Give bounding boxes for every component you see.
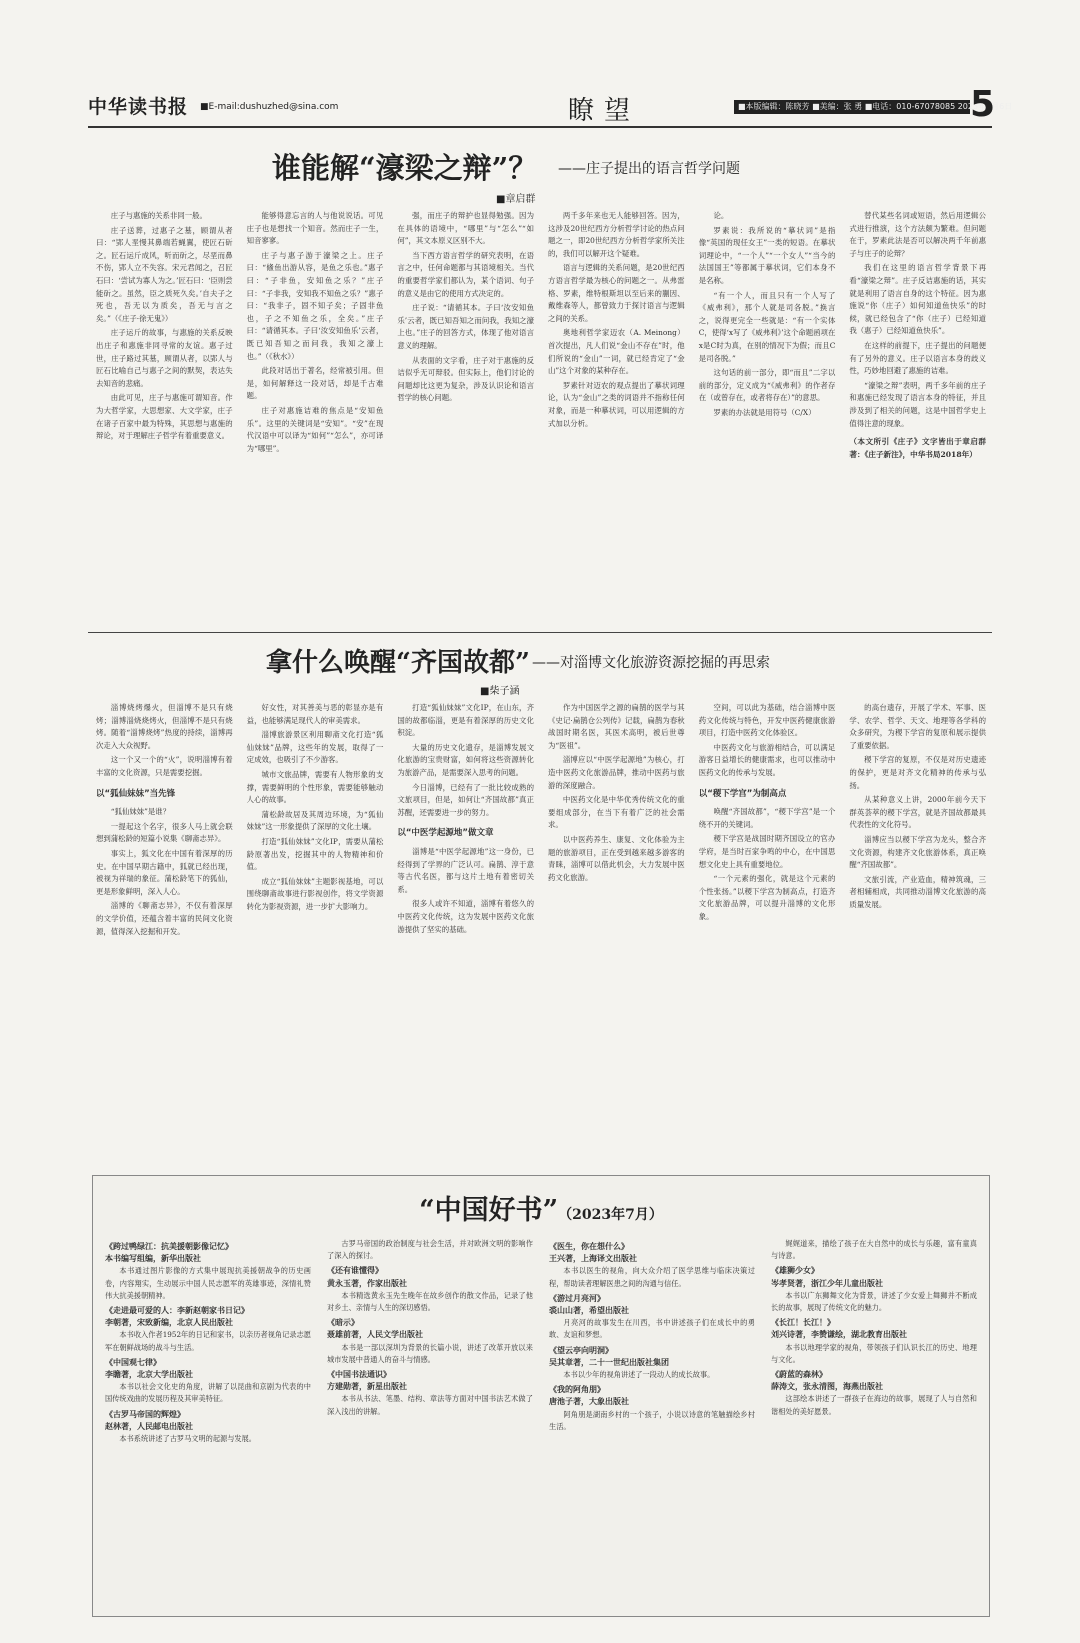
china-good-books-box — [92, 1175, 990, 1617]
article1-column — [96, 210, 233, 620]
book-description: 本书是一部以深圳为背景的长篇小说，讲述了改革开放以来城市发展中普通人的奋斗与情感。 — [327, 1342, 533, 1364]
article2-column — [699, 702, 836, 1158]
paragraph: 庄子运斤的故事，与惠施的关系反映出庄子和惠施非同寻常的友谊。惠子过世，庄子路过其墓，顾谓从者，以郢人与匠石比喻自己与惠子之间的默契，表达失去知音的悲痛。 — [96, 328, 233, 388]
paragraph: 在这样的前提下，庄子提出的问题便有了另外的意义。庄子以语言本身的歧义性，巧妙地回避了惠施的诘难。 — [849, 340, 987, 376]
book-author: 王兴著，上海译文出版社 — [549, 1254, 637, 1264]
article1-column — [397, 210, 534, 620]
book-author: 黄永玉著，作家出版社 — [327, 1278, 407, 1288]
paragraph: 很多人或许不知道，淄博有着悠久的中医药文化传统，这为发展中医药文化旅游提供了坚实的基础。 — [397, 899, 535, 934]
books-month: （2023年7月） — [558, 1207, 663, 1223]
paragraph: 淄博的《聊斋志异》，不仅有着深厚的文学价值，还蕴含着丰富的民间文化资源，值得深入挖掘和开发。 — [96, 901, 233, 936]
book-description: 本书以地理学家的视角，带领孩子们认识长江的历史、地理与文化。 — [771, 1342, 977, 1364]
book-title: 《望云亭向明洞》 — [549, 1345, 613, 1355]
paragraph: 一提起这个名字，很多人马上就会联想到蒲松龄的短篇小说集《聊斋志异》。 — [96, 821, 233, 844]
book-title: 《雄狮少女》 — [771, 1266, 819, 1276]
paragraph: 庄子送葬，过惠子之墓，顾谓从者曰：“郢人垩慢其鼻端若蝇翼，使匠石斫之。匠石运斤成风，听而斫之，尽垩而鼻不伤，郢人立不失容。宋元君闻之，召匠石曰：‘尝试为寡人为之。’匠石曰：‘臣则尝能斫之。虽然，臣之质死久矣。’自夫子之死也，吾无以为质矣，吾无与言之矣。”（《庄子·徐无鬼》） — [96, 225, 233, 323]
paragraph: 今日淄博，已经有了一批比较成熟的文旅项目，但是，如何让“齐国故都”真正苏醒，还需要进一步的努力。 — [397, 782, 535, 817]
paragraph: 由此可见，庄子与惠施可谓知音。作为大哲学家，大思想家、大文学家，庄子在诸子百家中最为特殊，其思想与惠施的辩论，对于理解庄子哲学有着重要意义。 — [96, 393, 233, 441]
paragraph: 庄子与惠施的关系非同一般。 — [110, 211, 207, 220]
book-author: 方建勋著，新星出版社 — [327, 1382, 407, 1392]
article1-column — [247, 210, 384, 620]
book-title: 《中国书法通识》 — [327, 1370, 391, 1380]
paragraph: 从表面的文字看，庄子对于惠施的反诘似乎无可辩驳。但实际上，他们讨论的问题却比这更为复杂，涉及认识论和语言哲学的核心问题。 — [397, 355, 535, 403]
article2-author: ■柴子涵 — [480, 686, 520, 697]
paragraph: 空间，可以此为基础，结合淄博中医药文化传统与特色，开发中医药健康旅游项目，打造中医药文化体验区。 — [698, 703, 836, 738]
book-description: 本书系统讲述了古罗马文明的起源与发展。 — [119, 1434, 256, 1444]
paragraph: 庄子与惠子游于濠梁之上。庄子曰：“鯈鱼出游从容，是鱼之乐也。”惠子曰：“子非鱼，安知鱼之乐？”庄子曰：“子非我，安知我不知鱼之乐？”惠子曰：“我非子，固不知子矣；子固非鱼也，子之不知鱼之乐，全矣。”庄子曰：“请循其本。子曰‘汝安知鱼乐’云者，既已知吾知之而问我，我知之濠上也。”（《秋水》） — [246, 250, 384, 361]
article2-column — [849, 702, 986, 1158]
paragraph: 中医药文化与旅游相结合，可以满足游客日益增长的健康需求，也可以推动中医药文化的传承与发展。 — [698, 742, 836, 777]
article1-column — [849, 210, 986, 620]
paragraph: 作为中国医学之源的扁鹊的医学与其《史记·扁鹊仓公列传》记载，扁鹊为春秋战国时期名医，其医术高明，被后世尊为“医祖”。 — [548, 703, 685, 750]
paragraph: 两千多年来也无人能够回答。因为，这涉及20世纪西方分析哲学讨论的热点问题之一，即20世纪西方分析哲学家所关注的，我们可以解开这个疑难。 — [548, 211, 685, 258]
book-title: 《蔚蓝的森林》 — [771, 1370, 827, 1380]
books-title — [93, 1188, 989, 1227]
paragraph: 奥地利哲学家迈农（A. Meinong）首次提出，凡人们说“金山不存在”时，他们所说的“金山”一词，就已经肯定了“金山”这个对象的某种存在。 — [548, 328, 685, 376]
book-author: 本书编写组编，新华出版社 — [105, 1254, 201, 1264]
article1-title: 谁能解“濠梁之辩”？ — [272, 151, 538, 185]
paragraph: 打造“狐仙妹妹”文化IP，在山东，齐国的故都临淄，更是有着深厚的历史文化积淀。 — [397, 703, 535, 738]
paragraph: “一个元素的强化，就是这个元素的个性张扬。”以稷下学宫为制高点，打造齐文化旅游品牌，可以提升淄博的文化形象。 — [698, 874, 836, 921]
book-description: 本书收入作者1952年的日记和家书，以亲历者视角记录志愿军在朝鲜战场的战斗与生活。 — [105, 1330, 311, 1352]
book-description: 古罗马帝国的政治制度与社会生活，并对欧洲文明的影响作了深入的探讨。 — [327, 1239, 533, 1261]
book-title: 《跨过鸭绿江：抗美援朝影像记忆》 — [105, 1242, 233, 1251]
book-title: 《古罗马帝国的辉煌》 — [105, 1409, 185, 1419]
article2-body — [96, 702, 986, 1158]
book-description: 娓娓道来，描绘了孩子在大自然中的成长与乐趣，富有童真与诗意。 — [771, 1239, 977, 1261]
book-description: 本书通过图片影像的方式集中展现抗美援朝战争的历史画卷，内容翔实，生动展示中国人民志愿军的英雄事迹，深情礼赞伟大抗美援朝精神。 — [105, 1266, 311, 1300]
book-author: 岑孝贤著，浙江少年儿童出版社 — [771, 1278, 883, 1288]
paragraph: 罗素针对迈农的观点提出了摹状词理论，认为“金山”之类的词语并不指称任何对象，而是一种摹状词，可以用逻辑的方式加以分析。 — [548, 380, 685, 428]
book-title: 《长江！长江！》 — [771, 1318, 835, 1328]
book-author: 李瞻著，北京大学出版社 — [105, 1370, 193, 1380]
paragraph: 当下西方语言哲学的研究表明，在语言之中，任何命题都与其语境相关。当代的重要哲学家们都认为，某个语词、句子的意义是由它的使用方式决定的。 — [397, 250, 535, 298]
paragraph: “有一个人，而且只有一个人写了《威弗利》，那个人就是司各脱。”换言之，说得更完全一些就是：“有一个实体C，使得‘x写了《威弗利》’这个命题函项在x是C时为真，在别的情况下为假；而且C是司各脱。” — [698, 290, 836, 363]
paragraph: 成立“狐仙妹妹”主题影视基地，可以围绕聊斋故事进行影视创作，将文学资源转化为影视资源，进一步扩大影响力。 — [246, 876, 384, 911]
article2-column — [548, 702, 685, 1158]
book-author: 吴其章著，二十一世纪出版社集团 — [549, 1357, 669, 1367]
book-title: 《我的阿角朋》 — [549, 1385, 605, 1395]
paragraph: 罗素的办法就是用符号（C/X） — [713, 407, 816, 417]
book-description: 这部绘本讲述了一群孩子在海边的故事，展现了人与自然和谐相处的美好愿景。 — [771, 1394, 977, 1416]
paragraph: 事实上，狐文化在中国有着深厚的历史。在中国早期古籍中，狐就已经出现，被视为祥瑞的象征。蒲松龄笔下的狐仙，更是形象鲜明，深入人心。 — [96, 848, 233, 896]
paragraph: 稷下学宫的复原，不仅是对历史遗迹的保护，更是对齐文化精神的传承与弘扬。 — [849, 755, 987, 790]
book-title: 《中国观七律》 — [105, 1357, 161, 1367]
article2-title: 拿什么唤醒“齐国故都” — [266, 648, 530, 678]
paragraph: 淄博烧烤爆火，但淄博不是只有烧烤；淄博淄烧烧烤火，但淄博不是只有烧烤。随着“淄博烧烤”热度的持续，淄博再次走入大众视野。 — [96, 703, 233, 750]
paragraph: 淄博应当以稷下学宫为龙头，整合齐文化资源，构建齐文化旅游体系，真正唤醒“齐国故都”。 — [849, 834, 987, 870]
paragraph: 论。 — [713, 211, 729, 220]
article2-column — [397, 702, 534, 1158]
books-column — [771, 1238, 977, 1608]
book-description: 本书从书法、笔墨、结构、章法等方面对中国书法艺术做了深入浅出的讲解。 — [327, 1394, 533, 1416]
book-description: 本书以广东狮舞文化为背景，讲述了少女爱上舞狮并不断成长的故事，展现了传统文化的魅力。 — [771, 1290, 977, 1313]
article2-column — [247, 702, 384, 1158]
section-title: 瞭望 — [568, 96, 641, 126]
book-author: 刘兴诗著，李赞谦绘，湖北教育出版社 — [771, 1330, 907, 1340]
article2-column — [96, 702, 233, 1158]
paragraph: 能够得意忘言的人与他说说话。可见庄子也是想找一个知音。然而庄子一生，知音寥寥。 — [246, 211, 384, 246]
book-author: 薛涛文，张永清图，海燕出版社 — [771, 1382, 883, 1392]
books-columns — [105, 1238, 977, 1608]
section-subheading: 以“中医学起源地”做文章 — [397, 828, 494, 839]
paragraph: 这句话的前一部分，即“而且”二字以前的部分，定义成为“《威弗利》的作者存在（或曾存在，或者将存在）”的意思。 — [698, 368, 836, 403]
paragraph: 中医药文化是中华优秀传统文化的重要组成部分，在当下有着广泛的社会需求。 — [548, 795, 685, 830]
book-description: 本书以医生的视角，向大众介绍了医学思维与临床决策过程，帮助读者理解医患之间的沟通与信任。 — [549, 1266, 755, 1288]
books-column — [327, 1238, 533, 1608]
book-author: 李朝著，宋致新编，北京人民出版社 — [105, 1318, 233, 1328]
book-author: 赵林著，人民邮电出版社 — [105, 1421, 193, 1431]
paragraph: 淄博是“中医学起源地”这一身份，已经得到了学界的广泛认可。扁鹊、淳于意等古代名医，都与这片土地有着密切关系。 — [397, 846, 535, 894]
editor-meta: ■本版编辑：陈晓芳 ■美编：张 勇 ■电话：010-67078085 2023年9月6日 — [734, 100, 970, 114]
paragraph: “濠梁之辩”表明，两千多年前的庄子和惠施已经发现了语言本身的特征，并且涉及到了相关的问题，这是中国哲学史上值得注意的现象。 — [849, 380, 987, 428]
paragraph: 的高台遗存，开展了学术、军事、医学、农学、哲学、天文、地理等各学科的众多研究，为稷下学宫的复原和展示提供了重要依据。 — [849, 703, 987, 750]
divider — [88, 632, 992, 633]
paragraph: 罗素说：我所说的“摹状词”是指像“英国的现任女王”一类的短语。在摹状词理论中，“一个人”“一个女人”“当今的法国国王”等都属于摹状词，它们本身不是名称。 — [698, 225, 836, 285]
newspaper-logo: 中华读书报 — [88, 96, 189, 118]
book-description: 阿角朋是湖南乡村的一个孩子，小说以诗意的笔触描绘乡村生活。 — [549, 1409, 755, 1431]
email-line: ■E-mail:dushuzhed@sina.com — [200, 102, 339, 112]
article1-author: ■章启群 — [496, 194, 536, 205]
book-title: 《还有谁懂得》 — [327, 1266, 383, 1276]
paragraph: 这一个又一个的“火”，说明淄博有着丰富的文化资源，只是需要挖掘。 — [96, 755, 233, 777]
paragraph: 大量的历史文化遗存，是淄博发展文化旅游的宝贵财富，如何将这些资源转化为旅游产品，是需要深入思考的问题。 — [397, 742, 535, 777]
paragraph: 庄子对惠施诘难的焦点是“安知鱼乐”。这里的关键词是“安知”。“安”在现代汉语中可以译为“如何”“怎么”，亦可译为“哪里”。 — [246, 405, 384, 453]
paragraph: 淄博旅游景区利用聊斋文化打造“狐仙妹妹”品牌，这些年的发展，取得了一定成效，也吸引了不少游客。 — [246, 730, 384, 765]
paragraph: “狐仙妹妹”是谁？ — [110, 807, 171, 817]
books-column — [549, 1238, 755, 1608]
paragraph: 庄子说：“请循其本。子曰‘汝安知鱼乐’云者，既已知吾知之而问我，我知之濠上也。”庄子的回答方式，体现了他对语言意义的理解。 — [397, 303, 535, 350]
book-title: 《医生，你在想什么》 — [549, 1242, 629, 1251]
paragraph: 稷下学宫是战国时期齐国设立的官办学府，是当时百家争鸣的中心，在中国思想文化史上具有重要地位。 — [698, 834, 836, 869]
paragraph: 打造“狐仙妹妹”文化IP，需要从蒲松龄原著出发，挖掘其中的人物精神和价值。 — [246, 836, 384, 872]
book-description: 本书以社会文化史的角度，讲解了以昆曲和京剧为代表的中国传统戏曲的发展历程及其审美特征。 — [105, 1382, 311, 1404]
paragraph: 好女性，对其善美与恶的彰显亦是有益，也能够满足现代人的审美需求。 — [246, 703, 384, 725]
article1-subtitle: ——庄子提出的语言哲学问题 — [558, 161, 740, 177]
paragraph: 文旅引流，产业造血，精神筑魂，三者相辅相成，共同推动淄博文化旅游的高质量发展。 — [849, 874, 987, 909]
section-subheading: 以“狐仙妹妹”当先锋 — [96, 788, 176, 799]
paragraph: 蒲松龄故居及其周边环境，为“狐仙妹妹”这一形象提供了深厚的文化土壤。 — [246, 809, 384, 832]
article1-column — [699, 210, 836, 620]
paragraph: 语言与逻辑的关系问题，是20世纪西方语言哲学最为核心的问题之一。从弗雷格、罗素，维特根斯坦以至后来的蒯因、戴维森等人，都曾致力于探讨语言与逻辑之间的关系。 — [548, 263, 685, 323]
book-title: 《走进最可爱的人：李新赵朝家书日记》 — [105, 1306, 249, 1316]
source-note: （本文所引《庄子》文字皆出于章启群著：《庄子新注》，中华书局2018年） — [849, 437, 987, 459]
page-number: 5 — [970, 84, 996, 125]
paragraph: 唤醒“齐国故都”，“稷下学宫”是一个绕不开的关键词。 — [698, 807, 836, 829]
paragraph: 城市文旅品牌，需要有人物形象的支撑，需要鲜明的个性形象，需要能够触动人心的故事。 — [246, 769, 384, 805]
masthead — [88, 84, 1013, 128]
books-column — [105, 1238, 311, 1608]
book-description: 本书精选黄永玉先生晚年在故乡创作的散文作品，记录了他对乡土、亲情与人生的深切感悟。 — [327, 1290, 533, 1313]
book-title: 《暗示》 — [327, 1318, 359, 1328]
book-description: 本书以少年的视角讲述了一段动人的成长故事。 — [563, 1370, 715, 1380]
article1-column — [548, 210, 685, 620]
paragraph: 淄博应以“中医学起源地”为核心，打造中医药文化旅游品牌，推动中医药与旅游的深度融合。 — [548, 755, 685, 790]
book-author: 聂雄前著，人民文学出版社 — [327, 1330, 423, 1340]
book-author: 裘山山著，希望出版社 — [549, 1306, 629, 1316]
article1-body — [96, 210, 986, 620]
book-description: 月亮河的故事发生在川西，书中讲述孩子们在成长中的勇敢、友谊和梦想。 — [549, 1318, 755, 1340]
paragraph: 此段对话出于著名，经常被引用。但是，如何解释这一段对话，却是千古难题。 — [246, 366, 384, 401]
book-title: 《游过月亮河》 — [549, 1293, 605, 1303]
section-subheading: 以“稷下学宫”为制高点 — [698, 788, 787, 799]
paragraph: 替代某些名词或短语，然后用逻辑公式进行推演，这个方法颇为繁难。但问题在于，罗素此法是否可以解决两千年前惠子与庄子的论辩？ — [849, 211, 987, 258]
paragraph: 强，而庄子的辩护也显得勉强。因为在具体的语境中，“哪里”与“怎么”“如何”，其文本原义区别不大。 — [397, 211, 535, 246]
book-author: 唐池子著，大象出版社 — [549, 1397, 629, 1407]
paragraph: 以中医药养生、康复、文化体验为主题的旅游项目，正在受到越来越多游客的青睐，淄博可以借此机会，大力发展中医药文化旅游。 — [548, 834, 685, 882]
books-title-text: “中国好书” — [419, 1195, 559, 1226]
paragraph: 从某种意义上讲，2000年前今天下群英荟萃的稷下学宫，就是齐国故都最具代表性的文化符号。 — [849, 795, 987, 830]
article2-subtitle: ——对淄博文化旅游资源挖掘的再思索 — [532, 655, 770, 671]
paragraph: 我们在这里的语言哲学背景下再看“濠梁之辩”。庄子反诘惠施的话，其实就是利用了语言自身的这个特征。因为惠施说“你（庄子）如何知道鱼快乐”的时候，就已经包含了“你（庄子）已经知道我（惠子）已经知道鱼快乐”。 — [849, 263, 987, 336]
